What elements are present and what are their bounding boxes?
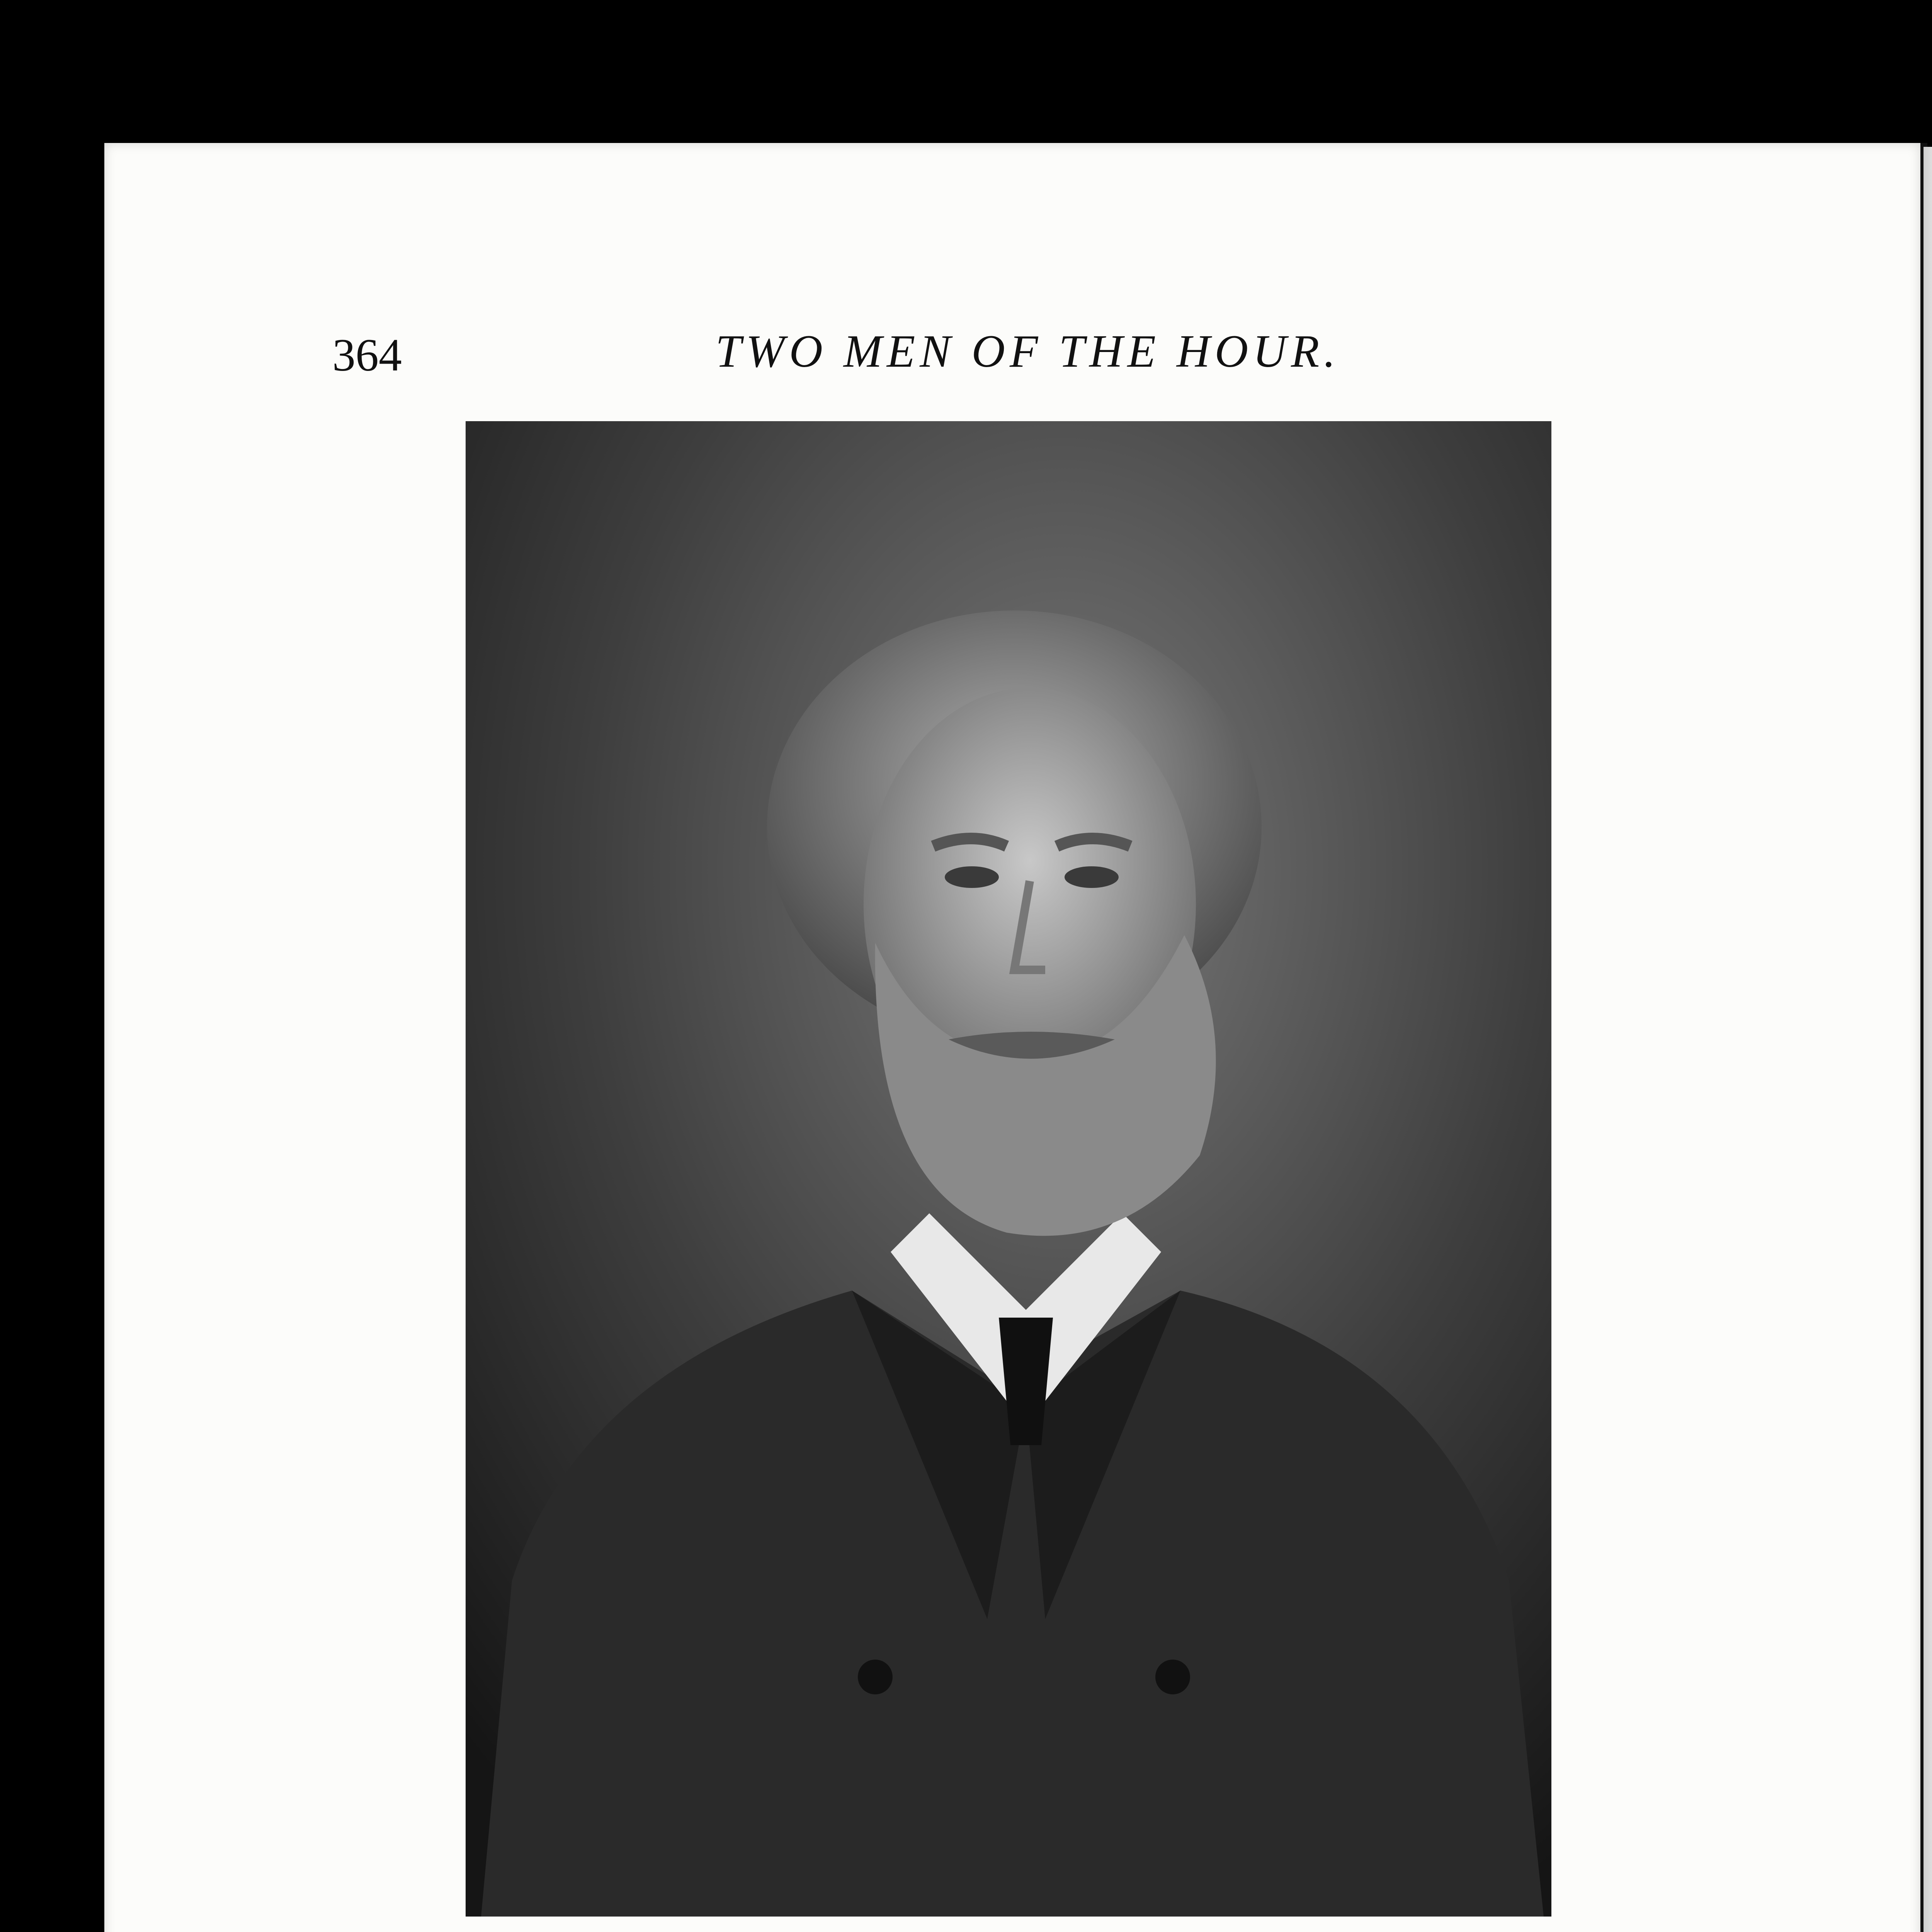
page-number: 364 — [332, 329, 402, 381]
running-head: TWO MEN OF THE HOUR. — [715, 325, 1340, 377]
portrait-illustration — [466, 421, 1551, 1917]
adjacent-page-edge — [1923, 147, 1932, 1932]
portrait-photograph — [466, 421, 1551, 1917]
